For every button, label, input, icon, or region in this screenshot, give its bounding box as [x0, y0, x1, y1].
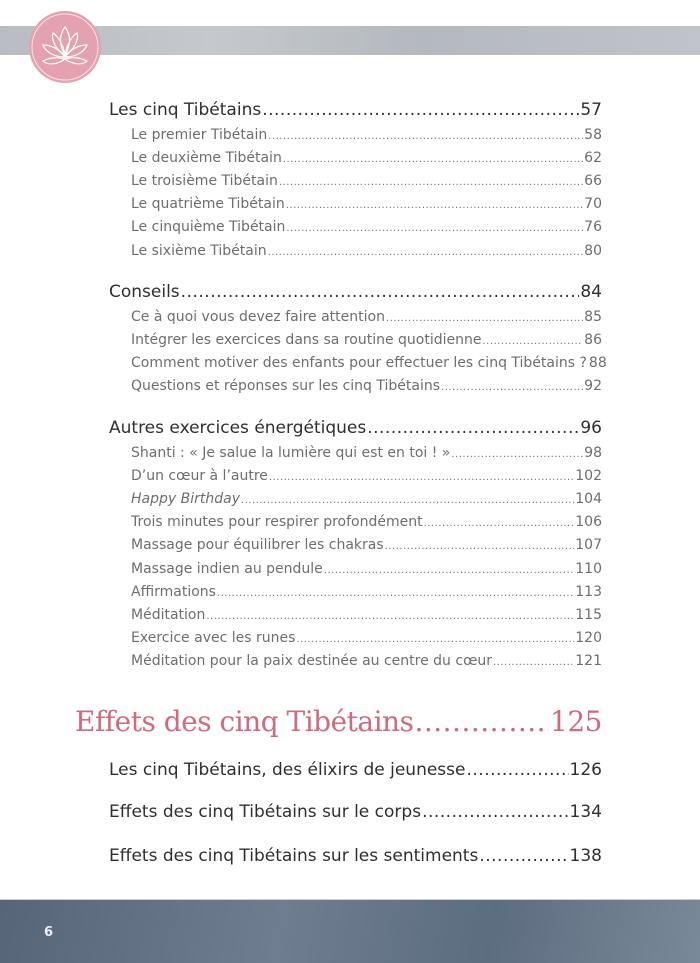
entry-label: Happy Birthday	[131, 491, 240, 508]
entry-page-number: 66	[584, 173, 602, 190]
toc-entry[interactable]	[109, 102, 602, 119]
toc-subentry[interactable]	[131, 585, 602, 599]
toc-subentry[interactable]	[131, 310, 602, 324]
dot-leader	[483, 333, 584, 347]
dot-leader	[451, 446, 583, 460]
entry-page-number: 125	[550, 705, 602, 738]
entry-label: Le troisième Tibétain	[131, 173, 278, 190]
dot-leader	[269, 469, 574, 483]
entry-label: Le quatrième Tibétain	[131, 196, 285, 213]
dot-leader	[286, 197, 583, 211]
entry-page-number: 106	[575, 514, 602, 531]
toc-entry[interactable]	[109, 284, 602, 301]
entry-page-number: 76	[584, 219, 602, 236]
dot-leader	[479, 848, 568, 865]
toc-subentry[interactable]	[131, 492, 602, 506]
dot-leader	[279, 174, 583, 188]
entry-page-number: 57	[580, 100, 602, 120]
entry-label: Questions et réponses sur les cinq Tibétains	[131, 378, 441, 395]
dot-leader	[441, 379, 583, 393]
toc-subentry[interactable]	[131, 469, 602, 483]
dot-leader	[268, 244, 584, 258]
entry-label: Conseils	[109, 282, 180, 302]
entry-label: Exercice avec les runes	[131, 629, 296, 646]
entry-page-number: 113	[575, 583, 602, 600]
entry-label: Les cinq Tibétains	[109, 100, 262, 120]
entry-label: Massage indien au pendule	[131, 560, 323, 577]
toc-subentry[interactable]	[131, 333, 602, 347]
entry-label: Les cinq Tibétains, des élixirs de jeunesse	[109, 760, 466, 780]
entry-page-number: 70	[584, 196, 602, 213]
entry-label: D’un cœur à l’autre	[131, 468, 268, 485]
dot-leader	[324, 562, 574, 576]
toc-entry[interactable]	[109, 804, 602, 821]
toc-subentry[interactable]	[131, 174, 602, 188]
header-band	[0, 26, 700, 55]
toc-subentry[interactable]	[131, 197, 602, 211]
toc-subentry[interactable]	[131, 538, 602, 552]
entry-label: Autres exercices énergétiques	[109, 418, 367, 438]
entry-page-number: 121	[575, 652, 602, 669]
entry-page-number: 92	[584, 378, 602, 395]
entry-page-number: 138	[569, 846, 602, 866]
entry-label: Trois minutes pour respirer profondément	[131, 514, 423, 531]
dot-leader	[217, 585, 574, 599]
entry-page-number: 86	[584, 332, 602, 349]
dot-leader	[466, 762, 568, 779]
dot-leader	[262, 102, 579, 119]
dot-leader	[493, 654, 574, 668]
toc-subentry[interactable]	[131, 244, 602, 258]
entry-label: Effets des cinq Tibétains sur le corps	[109, 802, 422, 822]
entry-label: Le premier Tibétain	[131, 127, 268, 143]
dot-leader	[241, 492, 574, 506]
toc-entry[interactable]	[109, 420, 602, 437]
dot-leader	[181, 284, 580, 301]
entry-page-number: 84	[580, 282, 602, 302]
entry-label: Méditation	[131, 606, 206, 623]
dot-leader	[206, 608, 574, 622]
dot-leader	[283, 151, 583, 165]
entry-label: Le deuxième Tibétain	[131, 150, 282, 167]
entry-page-number: 80	[584, 242, 602, 259]
toc-subentry[interactable]	[131, 515, 602, 529]
dot-leader	[268, 128, 583, 142]
entry-page-number: 58	[584, 127, 602, 143]
entry-label: Affirmations	[131, 583, 216, 600]
entry-page-number: 102	[575, 468, 602, 485]
toc-subentry[interactable]	[131, 151, 602, 165]
dot-leader	[422, 804, 568, 821]
entry-label: Méditation pour la paix destinée au centre du cœur	[131, 652, 493, 669]
page-number: 6	[44, 925, 54, 940]
entry-label: Massage pour équilibrer les chakras	[131, 537, 384, 554]
entry-page-number: 98	[584, 445, 602, 461]
entry-label: Le sixième Tibétain	[131, 242, 267, 259]
footer-band	[0, 899, 700, 963]
entry-page-number: 115	[575, 606, 602, 623]
toc-subentry[interactable]	[131, 654, 602, 668]
toc-subentry[interactable]	[131, 608, 602, 622]
entry-label: Shanti : « Je salue la lumière qui est en toi ! »	[131, 445, 451, 461]
lotus-logo-icon	[27, 9, 103, 85]
dot-leader	[367, 420, 579, 437]
entry-page-number: 88	[588, 355, 607, 372]
toc-entry[interactable]	[109, 762, 602, 779]
toc-subentry[interactable]	[131, 220, 602, 234]
dot-leader	[414, 708, 549, 736]
toc-subentry[interactable]	[131, 562, 602, 576]
toc-entry[interactable]	[109, 848, 602, 865]
entry-page-number: 110	[575, 560, 602, 577]
dot-leader	[385, 538, 575, 552]
entry-page-number: 62	[584, 150, 602, 167]
toc-subentry[interactable]	[131, 355, 607, 372]
entry-page-number: 107	[575, 537, 602, 554]
entry-label: Le cinquième Tibétain	[131, 219, 286, 236]
entry-label: Effets des cinq Tibétains	[75, 705, 414, 738]
entry-label: Effets des cinq Tibétains sur les sentiments	[109, 846, 479, 866]
toc-subentry[interactable]	[131, 379, 602, 393]
toc-subentry[interactable]	[131, 631, 602, 645]
entry-label: Intégrer les exercices dans sa routine quotidienne	[131, 332, 482, 349]
dot-leader	[386, 310, 583, 324]
entry-label: Ce à quoi vous devez faire attention	[131, 309, 385, 325]
entry-page-number: 120	[575, 629, 602, 646]
entry-page-number: 85	[584, 309, 602, 325]
entry-label: Comment motiver des enfants pour effectuer les cinq Tibétains ?	[131, 355, 587, 372]
dot-leader	[296, 631, 574, 645]
entry-page-number: 134	[569, 802, 602, 822]
entry-page-number: 126	[569, 760, 602, 780]
entry-page-number: 96	[580, 418, 602, 438]
dot-leader	[286, 220, 583, 234]
toc-part-title[interactable]	[75, 705, 602, 738]
dot-leader	[424, 515, 575, 529]
toc-subentry[interactable]	[131, 446, 602, 460]
entry-page-number: 104	[575, 491, 602, 508]
toc-subentry[interactable]	[131, 128, 602, 142]
